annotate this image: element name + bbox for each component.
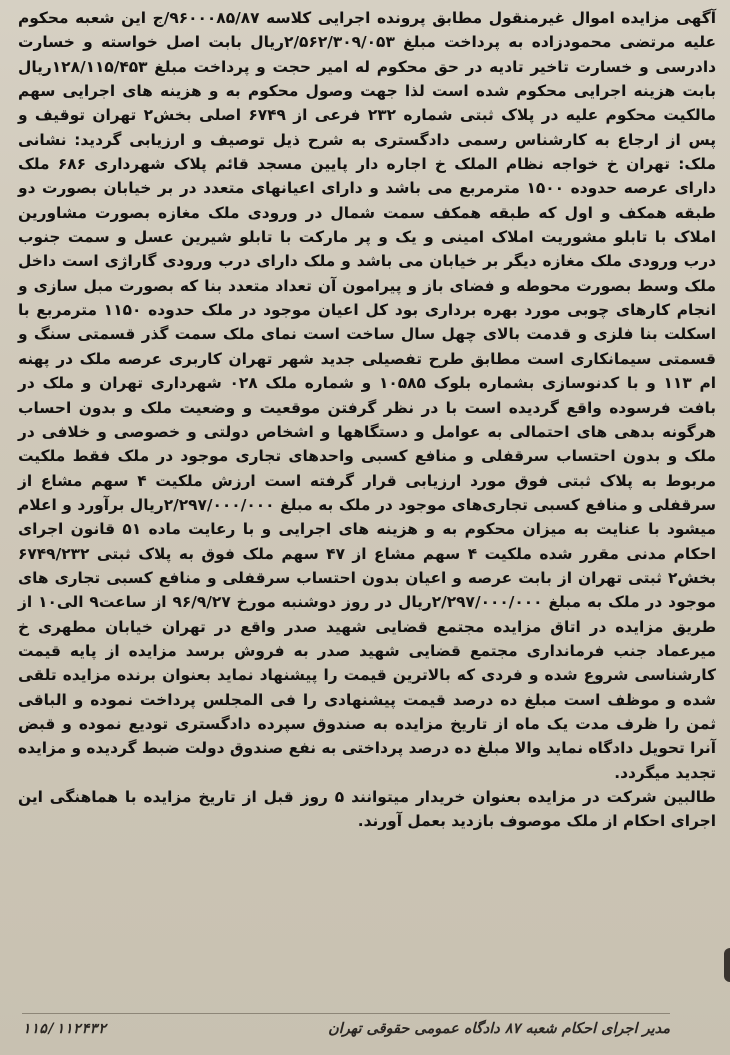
reference-number: ۱۱۵/۱۱۲۴۳۲: [22, 1021, 107, 1037]
notice-closing: طالبین شرکت در مزایده بعنوان خریدار میتوانند ۵ روز قبل از تاریخ مزایده با هماهنگی این اجرای احکام از ملک موصوف بازدید بعمل آورند.: [18, 788, 716, 831]
notice-footer: [22, 1013, 670, 1044]
notice-body: آگهی مزایده اموال غیرمنقول مطابق پرونده اجرایی کلاسه ۹۶۰۰۰۸۵/۸۷/ج این شعبه محکوم علیه مرتضی محمودزاده به پرداخت مبلغ ۲/۵۶۲/۳۰۹/۰۵۳ریال بابت اصل خواسته و خسارت دادرسی و خسارت تاخیر تادیه در حق محکوم له امیر حجت و پرداخت مبلغ ۱۲۸/۱۱۵/۴۵۳ریال بابت هزینه اجرایی محکوم شده است لذا جهت وصول محکوم به و هزینه های اجرایی سهم مالکیت محکوم علیه در پلاک ثبتی شماره ۲۳۲ فرعی از ۶۷۴۹ اصلی بخش۲ تهران توقیف و پس از ارجاع به کارشناس رسمی دادگستری به شرح ذیل توصیف و ارزیابی گردید: نشانی ملک: تهران خ خواجه نظام الملک خ اجاره دار پایین مسجد قائم پلاک شهرداری ۶۸۶ ملک دارای عرصه حدوده ۱۵۰۰ مترمربع می باشد و دارای اعیانهای متعدد در بر خیابان بصورت دو طبقه همکف و اول که طبقه همکف سمت شمال در ورودی ملک مغازه بصورت مشاورین املاک با تابلو مشوریت املاک امینی و یک و پر مارکت با تابلو شیرین عسل و سمت جنوب درب ورودی ملک مغازه دیگر بر خیابان می باشد و ملک دارای درب ورودی گاراژی است داخل ملک وسط بصورت محوطه و فضای باز و پیرامون آن تعداد متعدد بنا که بصورت مبل سازی و انجام کارهای چوبی مورد بهره برداری بود کل اعیان موجود در ملک حدوده ۱۱۵۰ مترمربع با اسکلت بنا فلزی و قدمت بالای چهل سال ساخت است نمای ملک سمت گذر قسمتی سنگ و قسمتی سیمانکاری است مطابق طرح تفصیلی جدید شهر تهران کاربری عرصه ملک در پهنه ام ۱۱۳ و با کدنوسازی بشماره بلوک ۱۰۵۸۵ و شماره ملک ۰۲۸ شهرداری تهران و ملک در بافت فرسوده واقع گردیده است با در نظر گرفتن موقعیت و وضعیت ملک و بدون احساب هرگونه بدهی های احتمالی به عوامل و دستگاهها و اشخاص دولتی و خصوصی و خلافی در ملک و بدون احتساب سرقفلی و منافع کسبی واحدهای تجاری موجود در ملک فقط ملکیت مربوط به پلاک ثبتی فوق مورد ارزیابی قرار گرفته است ارزش ملکیت ۴ سهم مشاع از سرقفلی و منافع کسبی تجاری‌های موجود در ملک به مبلغ ۲/۲۹۷/۰۰۰/۰۰۰ریال برآورد و اعلام میشود با عنایت به میزان محکوم به و هزینه های اجرایی و با رعایت ماده ۵۱ قانون اجرای احکام مدنی مقرر شده ملکیت ۴ سهم مشاع از ۴۷ سهم ملک فوق به پلاک ثبتی ۶۷۴۹/۲۳۲ بخش۲ ثبتی تهران از بابت عرصه و اعیان بدون احتساب سرقفلی و منافع کسبی تجاری های موجود در ملک به مبلغ ۲/۲۹۷/۰۰۰/۰۰۰ریال در روز دوشنبه مورخ ۹۶/۹/۲۷ از ساعت۹ الی۱۰ از طریق مزایده در اتاق مزایده مجتمع قضایی شهید صدر واقع در تهران خیابان مطهری خ میرعماد جنب فرمانداری مجتمع قضایی شهید صدر به فروش برسد مزایده از پایه قیمت کارشناسی شروع شده و فردی که بالاترین قیمت را پیشنهاد نماید بعنوان برنده مزایده تلقی شده و موظف است مبلغ ده درصد قیمت پیشنهادی را فی المجلس پرداخت نموده و الباقی ثمن را ظرف مدت یک ماه از تاریخ مزایده به صندوق سپرده دادگستری تودیع نموده و قبض آنرا تحویل دادگاه نماید والا مبلغ ده درصد پرداختی به نفع صندوق دولت ضبط گردیده و مزایده تجدید میگردد.: [18, 9, 717, 782]
auction-notice: [18, 6, 716, 834]
signature-line: مدیر اجرای احکام شعبه ۸۷ دادگاه عمومی حقوقی تهران: [328, 1021, 670, 1037]
page-edge-mark: [724, 948, 730, 982]
